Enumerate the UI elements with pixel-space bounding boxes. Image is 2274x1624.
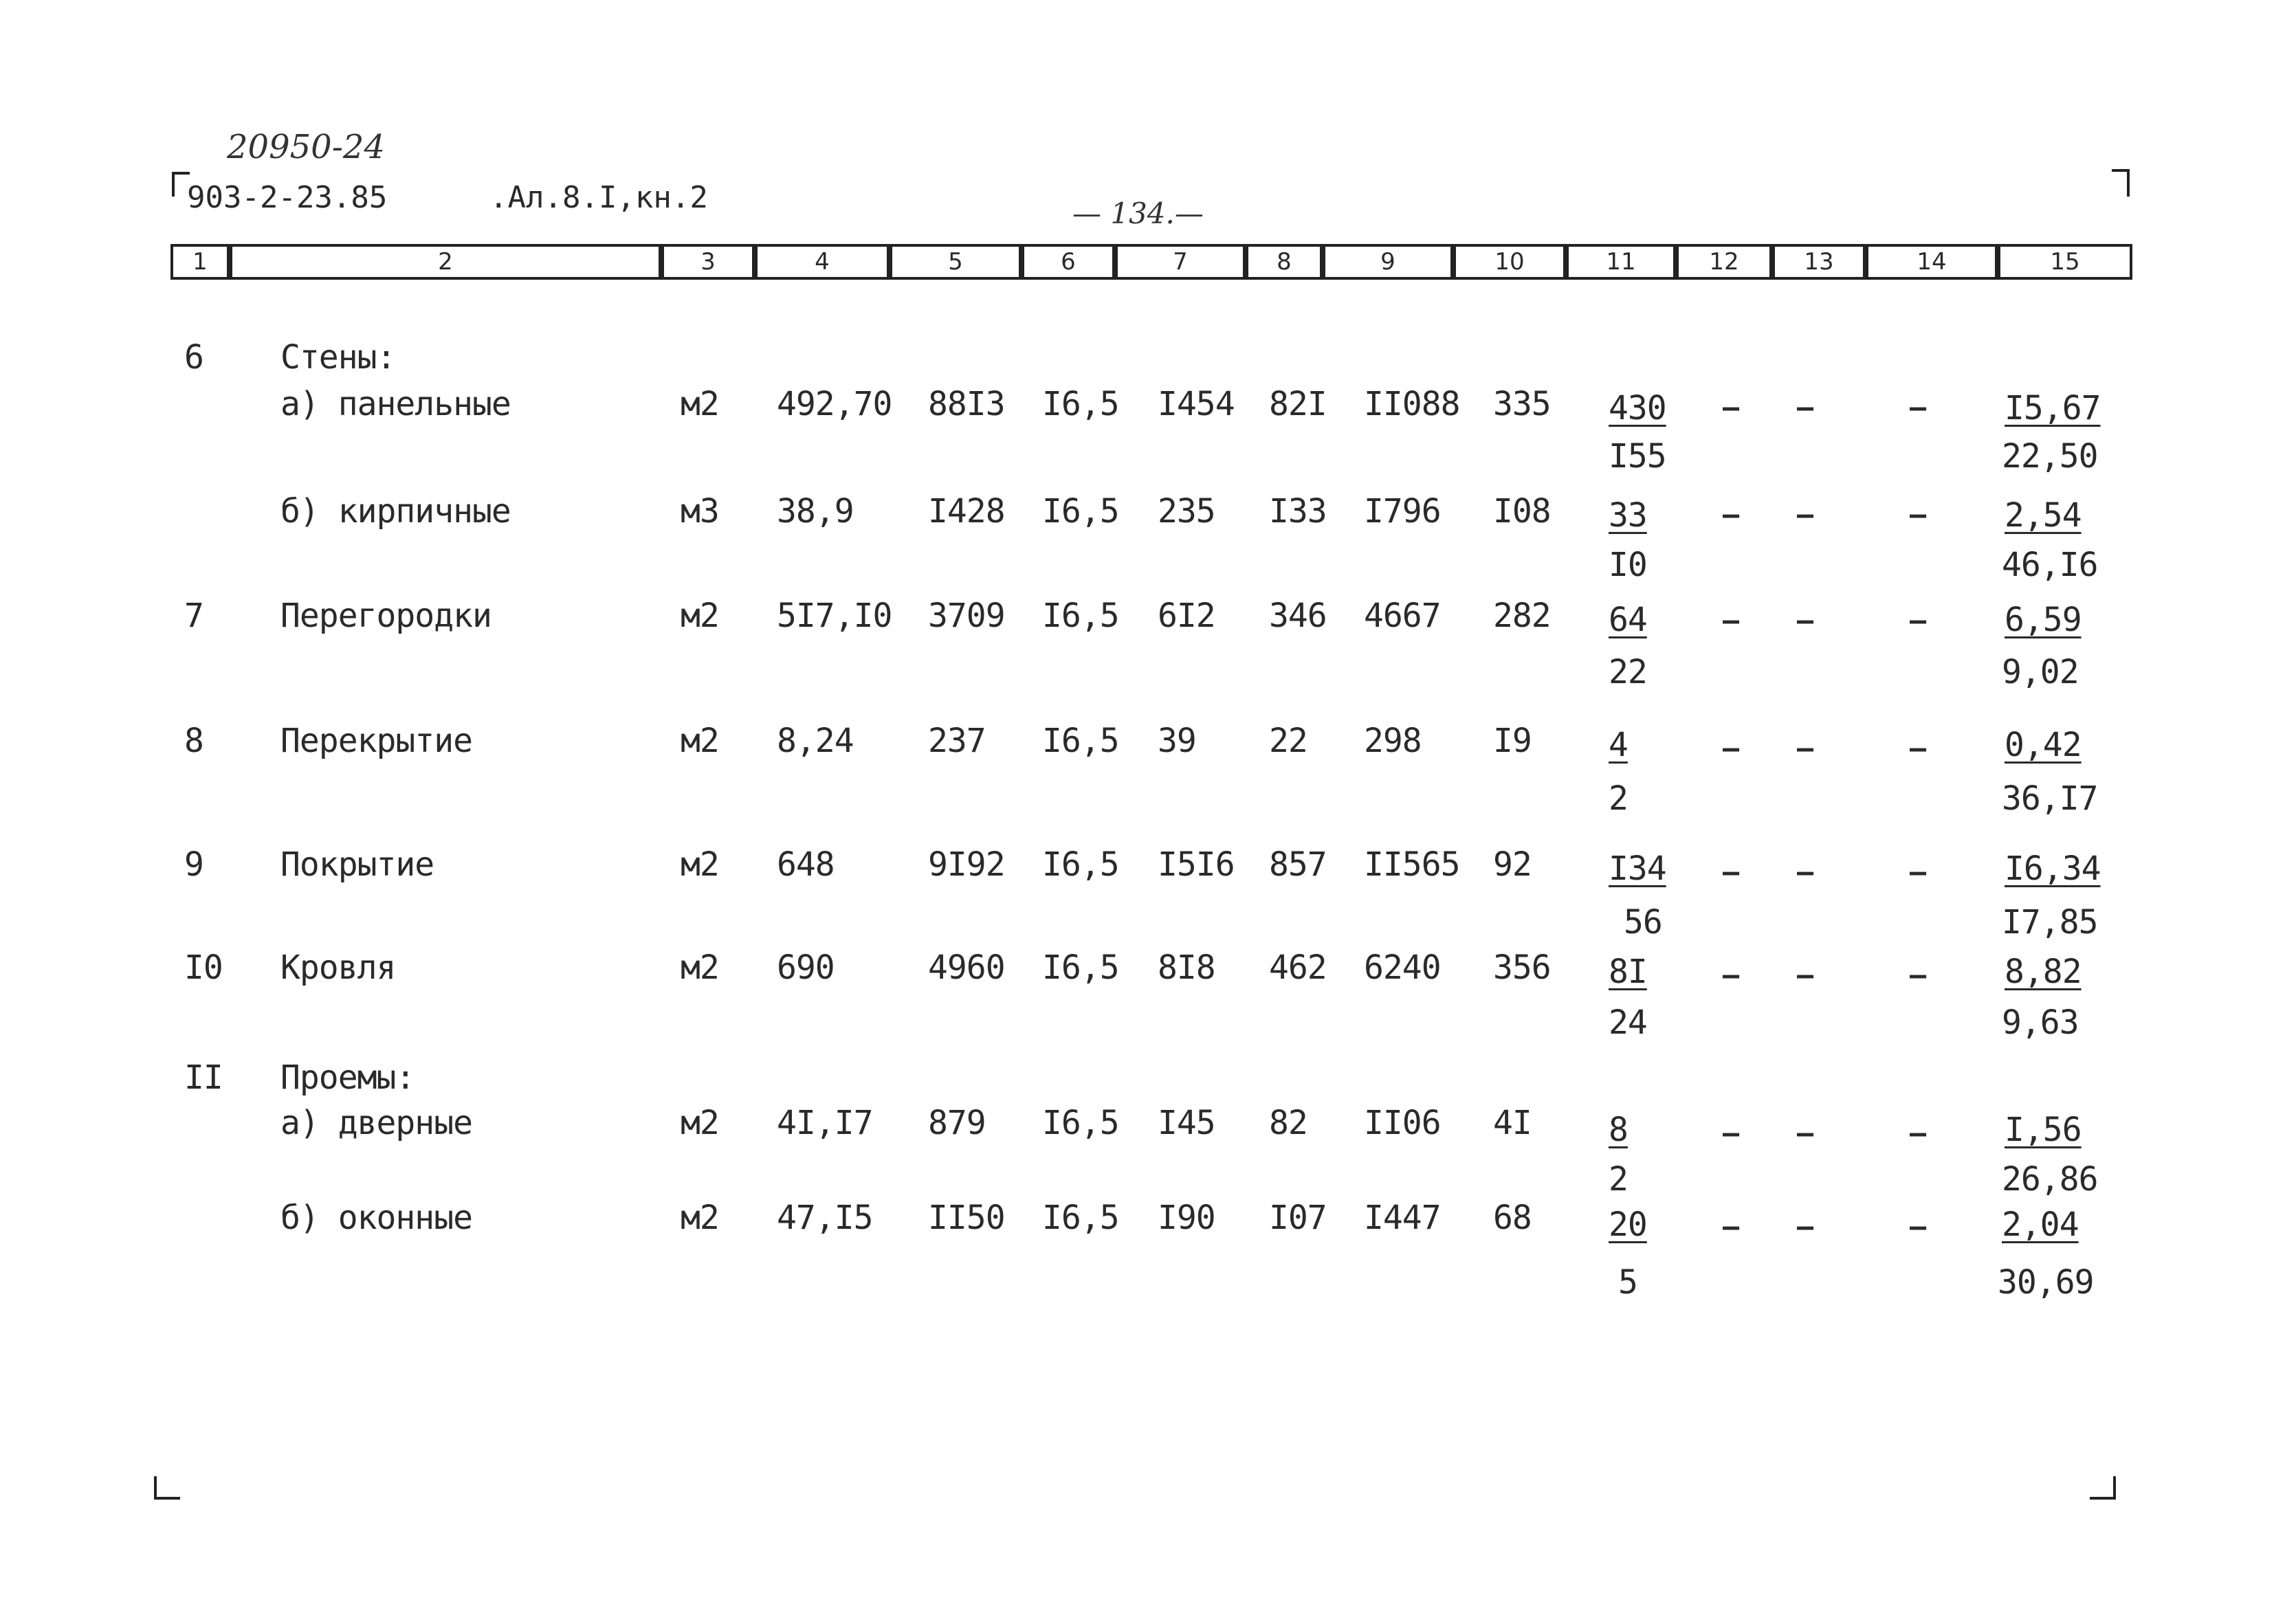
cell-col11-numerator: 64 <box>1609 601 1647 639</box>
cell-col5: 3709 <box>928 597 1005 635</box>
cell-col14: – <box>1910 959 1927 991</box>
page-number: — 134.— <box>1072 197 1204 230</box>
cell-col11-numerator: 33 <box>1609 496 1647 535</box>
cell-col12: – <box>1723 392 1740 423</box>
cell-col13: – <box>1797 733 1814 764</box>
column-header: 3 <box>661 244 755 280</box>
row-name: Стены: <box>280 338 396 377</box>
cell-col13: – <box>1797 959 1814 991</box>
cell-col8: I33 <box>1269 492 1327 531</box>
cell-col8: I07 <box>1269 1199 1327 1237</box>
unit-cell: м2 <box>681 385 719 423</box>
column-header: 8 <box>1246 244 1323 280</box>
cell-col15-numerator: 8,82 <box>2005 953 2082 991</box>
cell-col11-denominator: 5 <box>1618 1263 1637 1302</box>
cell-col7: I45 <box>1158 1104 1215 1142</box>
cell-col12: – <box>1723 1117 1740 1149</box>
cell-col4: 5I7,I0 <box>777 597 892 635</box>
column-header: 14 <box>1866 244 1998 280</box>
cell-col9: II088 <box>1364 385 1460 423</box>
unit-cell: м2 <box>681 722 719 760</box>
cell-col15-denominator: 46,I6 <box>2002 546 2098 584</box>
cell-col8: 22 <box>1269 722 1307 760</box>
cell-col4: 8,24 <box>777 722 854 760</box>
cell-col15-denominator: 9,63 <box>2002 1003 2079 1042</box>
cell-col9: II06 <box>1364 1104 1441 1142</box>
unit-cell: м3 <box>681 492 719 531</box>
column-header: 6 <box>1022 244 1115 280</box>
cell-col15-denominator: 36,I7 <box>2002 779 2098 818</box>
corner-mark-bottom-right <box>2090 1476 2116 1500</box>
cell-col8: 82I <box>1269 385 1327 423</box>
column-header: 11 <box>1566 244 1676 280</box>
cell-col12: – <box>1723 959 1740 991</box>
cell-col6: I6,5 <box>1042 845 1119 884</box>
cell-col4: 4I,I7 <box>777 1104 873 1142</box>
column-header: 1 <box>170 244 230 280</box>
unit-cell: м2 <box>681 845 719 884</box>
cell-col10: 282 <box>1493 597 1551 635</box>
unit-cell: м2 <box>681 948 719 987</box>
cell-col10: 356 <box>1493 948 1551 987</box>
cell-col10: 68 <box>1493 1199 1532 1237</box>
row-number: 8 <box>184 722 203 760</box>
cell-col6: I6,5 <box>1042 492 1119 531</box>
cell-col15-numerator: 2,54 <box>2005 496 2082 535</box>
cell-col7: I454 <box>1158 385 1235 423</box>
column-header: 15 <box>1998 244 2132 280</box>
cell-col5: 4960 <box>928 948 1005 987</box>
cell-col11-numerator: 430 <box>1609 389 1666 427</box>
cell-col6: I6,5 <box>1042 948 1119 987</box>
corner-mark-top-right <box>2112 169 2130 197</box>
cell-col14: – <box>1910 1211 1927 1243</box>
row-name: б) кирпичные <box>280 492 511 531</box>
cell-col12: – <box>1723 856 1740 888</box>
cell-col12: – <box>1723 499 1740 531</box>
cell-col9: I796 <box>1364 492 1441 531</box>
cell-col11-numerator: 8I <box>1609 953 1647 991</box>
cell-col6: I6,5 <box>1042 722 1119 760</box>
row-name: Перекрытие <box>280 722 472 760</box>
cell-col6: I6,5 <box>1042 597 1119 635</box>
cell-col11-denominator: 24 <box>1609 1003 1647 1042</box>
cell-col5: 88I3 <box>928 385 1005 423</box>
cell-col9: I447 <box>1364 1199 1441 1237</box>
album-reference: .Ал.8.I,кн.2 <box>489 180 708 215</box>
column-header: 2 <box>230 244 661 280</box>
cell-col11-numerator: I34 <box>1609 849 1666 888</box>
cell-col7: I90 <box>1158 1199 1215 1237</box>
cell-col13: – <box>1797 1117 1814 1149</box>
row-name: Покрытие <box>280 845 434 884</box>
cell-col6: I6,5 <box>1042 385 1119 423</box>
cell-col15-denominator: 9,02 <box>2002 653 2079 691</box>
row-name: б) оконные <box>280 1199 472 1237</box>
cell-col12: – <box>1723 1211 1740 1243</box>
cell-col14: – <box>1910 605 1927 636</box>
cell-col6: I6,5 <box>1042 1199 1119 1237</box>
cell-col5: I428 <box>928 492 1005 531</box>
handwritten-doc-ref: 20950-24 <box>227 128 385 166</box>
unit-cell: м2 <box>681 1199 719 1237</box>
column-header: 10 <box>1453 244 1566 280</box>
column-header: 5 <box>890 244 1022 280</box>
row-number: II <box>184 1058 223 1097</box>
cell-col9: 6240 <box>1364 948 1441 987</box>
row-name: а) дверные <box>280 1104 472 1142</box>
cell-col11-denominator: 2 <box>1609 779 1628 818</box>
cell-col4: 492,70 <box>777 385 892 423</box>
cell-col10: 92 <box>1493 845 1532 884</box>
cell-col15-numerator: 0,42 <box>2005 726 2082 764</box>
cell-col7: 39 <box>1158 722 1196 760</box>
cell-col13: – <box>1797 499 1814 531</box>
cell-col11-numerator: 20 <box>1609 1205 1647 1244</box>
cell-col15-denominator: 26,86 <box>2002 1160 2098 1199</box>
cell-col7: 8I8 <box>1158 948 1215 987</box>
cell-col11-denominator: 2 <box>1609 1160 1628 1199</box>
row-number: 7 <box>184 597 203 635</box>
unit-cell: м2 <box>681 597 719 635</box>
cell-col8: 857 <box>1269 845 1327 884</box>
cell-col9: II565 <box>1364 845 1460 884</box>
cell-col13: – <box>1797 856 1814 888</box>
cell-col6: I6,5 <box>1042 1104 1119 1142</box>
cell-col4: 38,9 <box>777 492 854 531</box>
document-code: 903-2-23.85 <box>187 180 388 215</box>
cell-col11-denominator: 56 <box>1624 903 1662 942</box>
row-name: а) панельные <box>280 385 511 423</box>
cell-col5: 879 <box>928 1104 986 1142</box>
row-name: Перегородки <box>280 597 492 635</box>
cell-col9: 298 <box>1364 722 1422 760</box>
cell-col4: 690 <box>777 948 835 987</box>
column-header: 12 <box>1676 244 1772 280</box>
column-header: 7 <box>1115 244 1246 280</box>
cell-col15-numerator: I,56 <box>2005 1111 2082 1149</box>
cell-col15-numerator: I6,34 <box>2005 849 2101 888</box>
cell-col15-denominator: 22,50 <box>2002 437 2098 476</box>
cell-col7: 235 <box>1158 492 1215 531</box>
cell-col13: – <box>1797 1211 1814 1243</box>
cell-col10: 4I <box>1493 1104 1532 1142</box>
row-number: I0 <box>184 948 223 987</box>
cell-col4: 47,I5 <box>777 1199 873 1237</box>
cell-col10: I08 <box>1493 492 1551 531</box>
cell-col4: 648 <box>777 845 835 884</box>
row-name: Проемы: <box>280 1058 415 1097</box>
cell-col15-denominator: 30,69 <box>1998 1263 2094 1302</box>
cell-col12: – <box>1723 605 1740 636</box>
cell-col8: 346 <box>1269 597 1327 635</box>
cell-col5: 9I92 <box>928 845 1005 884</box>
cell-col11-numerator: 8 <box>1609 1111 1628 1149</box>
cell-col15-numerator: 2,04 <box>2002 1205 2079 1244</box>
cell-col15-numerator: 6,59 <box>2005 601 2082 639</box>
cell-col15-denominator: I7,85 <box>2002 903 2098 942</box>
cell-col8: 462 <box>1269 948 1327 987</box>
cell-col10: 335 <box>1493 385 1551 423</box>
column-header: 4 <box>755 244 890 280</box>
cell-col14: – <box>1910 392 1927 423</box>
cell-col7: 6I2 <box>1158 597 1215 635</box>
row-number: 6 <box>184 338 203 377</box>
cell-col15-numerator: I5,67 <box>2005 389 2101 427</box>
unit-cell: м2 <box>681 1104 719 1142</box>
cell-col14: – <box>1910 733 1927 764</box>
corner-mark-bottom-left <box>154 1476 180 1500</box>
cell-col10: I9 <box>1493 722 1532 760</box>
column-header: 13 <box>1772 244 1866 280</box>
cell-col11-denominator: I55 <box>1609 437 1666 476</box>
column-header: 9 <box>1323 244 1453 280</box>
cell-col5: II50 <box>928 1199 1005 1237</box>
row-name: Кровля <box>280 948 396 987</box>
cell-col13: – <box>1797 605 1814 636</box>
cell-col12: – <box>1723 733 1740 764</box>
row-number: 9 <box>184 845 203 884</box>
cell-col11-numerator: 4 <box>1609 726 1628 764</box>
cell-col13: – <box>1797 392 1814 423</box>
cell-col7: I5I6 <box>1158 845 1235 884</box>
cell-col14: – <box>1910 1117 1927 1149</box>
cell-col11-denominator: 22 <box>1609 653 1647 691</box>
cell-col8: 82 <box>1269 1104 1307 1142</box>
cell-col5: 237 <box>928 722 986 760</box>
cell-col14: – <box>1910 856 1927 888</box>
cell-col14: – <box>1910 499 1927 531</box>
cell-col9: 4667 <box>1364 597 1441 635</box>
cell-col11-denominator: I0 <box>1609 546 1647 584</box>
